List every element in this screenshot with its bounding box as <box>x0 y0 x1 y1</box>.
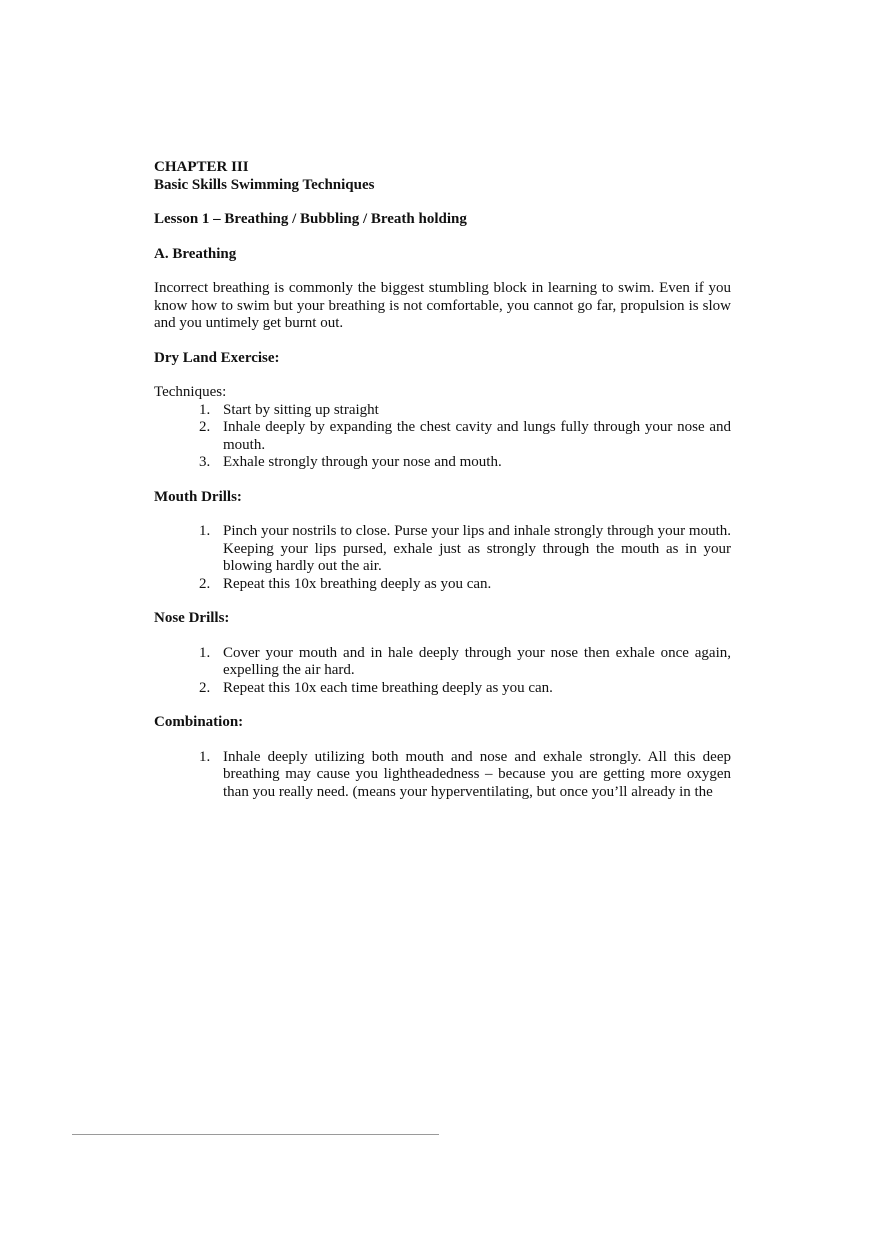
list-number: 2. <box>199 679 211 696</box>
list-text: Inhale deeply utilizing both mouth and nose and exhale strongly. All this deep breathing may cause you lightheadedness – because you are getting more oxygen than you really need. (means your hyperventilating, but once you’ll already in the <box>223 748 731 800</box>
mouth-drills-heading: Mouth Drills: <box>154 488 242 505</box>
list-text: Start by sitting up straight <box>223 401 379 418</box>
list-item <box>154 749 731 802</box>
list-number: 1. <box>199 644 211 661</box>
document-page <box>154 159 731 801</box>
nose-drills-heading: Nose Drills: <box>154 610 230 626</box>
list-number: 2. <box>199 575 211 592</box>
list-item <box>154 576 731 594</box>
list-text: Inhale deeply by expanding the chest cavity and lungs fully through your nose and mouth. <box>223 419 731 453</box>
list-text: Repeat this 10x breathing deeply as you can. <box>223 575 492 592</box>
dry-land-heading: Dry Land Exercise: <box>154 349 280 366</box>
list-item <box>154 523 731 576</box>
nose-drills-list <box>154 645 731 698</box>
section-a-intro: Incorrect breathing is commonly the biggest stumbling block in learning to swim. Even if you know how to swim but your breathing is not comfortable, you cannot go far, propulsion is slow and you untimely get burnt out. <box>154 280 731 331</box>
techniques-label: Techniques: <box>154 384 227 400</box>
list-number: 1. <box>199 401 211 418</box>
list-item <box>154 454 731 472</box>
list-number: 1. <box>199 748 211 765</box>
section-a-heading: A. Breathing <box>154 245 237 262</box>
list-item <box>154 645 731 680</box>
lesson-title: Lesson 1 – Breathing / Bubbling / Breath holding <box>154 211 467 227</box>
list-number: 1. <box>199 523 211 539</box>
list-item <box>154 680 731 698</box>
chapter-title: Basic Skills Swimming Techniques <box>154 176 375 193</box>
list-number: 2. <box>199 419 211 435</box>
combination-heading: Combination: <box>154 714 244 730</box>
chapter-number: CHAPTER III <box>154 159 249 175</box>
combination-list <box>154 749 731 802</box>
list-item <box>154 402 731 420</box>
list-text: Pinch your nostrils to close. Purse your lips and inhale strongly through your mouth. Keeping your lips pursed, exhale just as strongly through the mouth as in your blowing hardly out the air. <box>223 523 731 574</box>
dry-land-list <box>154 402 731 472</box>
mouth-drills-list <box>154 523 731 593</box>
list-text: Cover your mouth and in hale deeply through your nose then exhale once again, expelling the air hard. <box>223 644 731 678</box>
list-text: Repeat this 10x each time breathing deeply as you can. <box>223 679 553 696</box>
list-item <box>154 419 731 454</box>
list-number: 3. <box>199 454 211 470</box>
list-text: Exhale strongly through your nose and mouth. <box>223 454 502 470</box>
footnote-separator <box>72 1134 439 1135</box>
